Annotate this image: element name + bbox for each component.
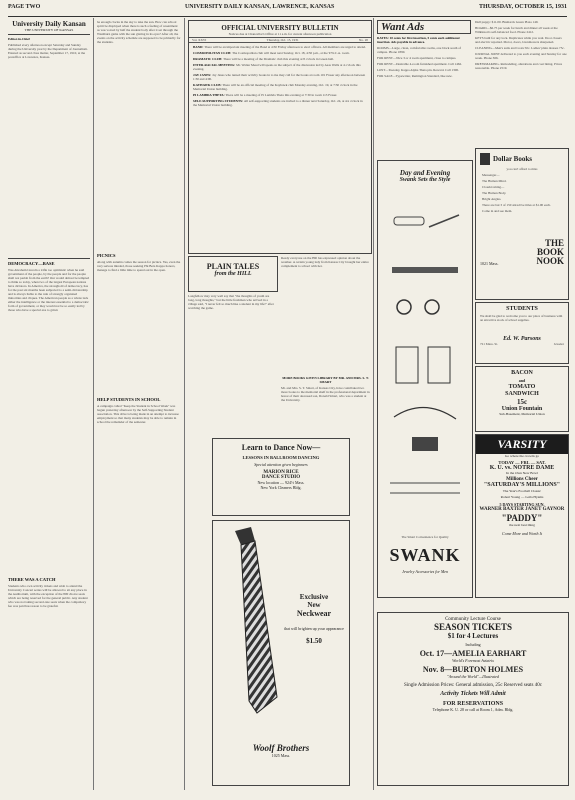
want-ads-right: Dull puppy: $11.00. Bismarck Green Plaza 149. BOARD—$6.75 per week for lunch and dinner all week at the Wilkinson's self-balanced food. Phone 2412. KEYS built for any lock. Duplicates while you wait. Door closers and electric repaired. Motor, doors, lawnmowers sharpened. CLEANING—Men's suits and Coats 50c. Ladies' plain dresses 75c. JOURNAL JOINT delivered to you each evening and Sunday for one week. Phone 366. DRESSMAKING. Remodeling, alterations and coat lining. Prices reasonable. Phone 2519. [475,20,567,70]
jewelry-illustration-icon [384,207,466,517]
editorial-catch: THERE WAS A CATCH Students who own activity tickets and wish to attend the University Concert series will be allowed to sit any place in the Auditorium, with the exception of the 800 choice seats which are being reserved for the general public. Any student who was not taking second-rate seats when the compulsory fee was paid has reason to be grateful. [8,578,88,608]
varsity-logo: VARSITY [476,435,568,454]
paper-name: UNIVERSITY DAILY KANSAN, LAWRENCE, KANSAS [184,4,335,10]
page-header [8,4,567,17]
varsity-theater-ad: VARSITY Go where the crowds go TODAY — FRI. — SAT. K. U. vs. NOTRE DAME In the Own New Bowl Millions Cheer "SATURDAY'S MILLIONS" The Year's Football Classic Robert Young — Leila Hyams 5 DAYS STARTING SUN. WARNER BAXTER JANET GAYNOR "PADDY" the next best thing Come More and Worth It [475,434,569,598]
column-divider [93,18,94,790]
neckwear-ad: Exclusive New Neckwear that will brighten up your appearance $1.50 Woolf Brothers 1025 Mass. [212,520,350,786]
column-divider [184,18,185,790]
want-ads-title: Want Ads [377,20,471,34]
want-ads-left: RATES: 10 cents for first insertion, 5 cents each additional insertion. Ads payable in advance. ROOMS—Large, clean, comfortable rooms, one block south of campus. Phone 1890. FOR RENT—Nice 3 or 4 room apartment, close to campus. FOR RENT—Desirable 4-room furnished apartment. Call 1462. LOST—Tuesday, Kappa Alpha Theta pin. Reward. Call 1300. FOR SALE—Typewriter, Remington Standard, like new. [377,36,462,78]
masthead-body: Editor-in-Chief Published every afternoon except Saturday and Sunday during the University year by the Department of Journalism. Entered as second class matter, September 17, 1910, at the postoffice at Lawrence, Kansas. [8,37,88,59]
students-ad: STUDENTS We shall be glad to welcome you to our place of business with an attractive stock of school supplies. Ed. W. Parsons 721 Mass. St. Jeweler [475,302,569,364]
official-bulletin: OFFICIAL UNIVERSITY BULLETIN Notices due at Chancellor's Office at 11 a.m. for current afternoon publication Vol. XXVI Thursday, Oct. 15, 1931 No. 20 BAND: There will be an important meeting of the Band at 4:30 Friday afternoon to elect officers. All members are urged to attend. COSMOPOLITAN CLUB: The Cosmopolitan club will meet next Sunday, Oct. 18, 4:30 p.m., at the Y.W.C.A. room. DRAMATIC CLUB: There will be a meeting of the Dramatic club this evening at 8 o'clock in Green hall. INTER-RACIAL MEETING: Mr. Walter Mead will speak on the subject of the discussion led by Asas Walls at 4 o'clock this evening. JAY JANES: Jay Janes who turned their activity books in to me may call for the books at room 101 Fraser any afternoon between 1:30 and 4:00. KAYHAWK CLUB: There will be an official meeting of the Kayhawk club Monday evening, Oct. 19, at 7:30 o'clock in the Memorial Union building. PI LAMBDA THETA: There will be a meeting of Pi Lambda Theta this evening at 7:30 in room 113 Fraser. SELF-SUPPORTING STUDENTS: All self-supporting students are invited to a dinner next Saturday, Oct. 24, at six o'clock in the Memorial Union building. [188,20,372,254]
plain-tales-head: PLAIN TALES from the HILL [188,256,278,292]
swank-ad: Day and Evening Swank Sets the Style The Smart Convenience for Quality SWANK Jewelry Accessories for Men [377,160,473,598]
column-divider [373,18,374,790]
plain-tales-body: Longfellow may very well say that "the thoughts of youth are long, long thoughts," but the little freshman who arrived in a village said, "I never felt so much like a student in my life!" after watching the game. [188,294,274,310]
book-nook-ad: Dollar Books you can't afford to miss Messenger— The Human Mind. Cloudcroming— The Human Body. Bright Angles. There are but 3 of 150 attractive titles at $1.00 each. Come in and see them. 1021 Mass. THE BOOK NOOK [475,148,569,300]
necktie-icon [221,527,281,717]
masthead-subtitle: THE UNIVERSITY OF KANSAS [24,28,74,32]
editorial-picnics: PICNICS Along with autumn comes the season for picnics. Yes, even the very serious minded, those seeking Phi Beta Kappa honors, manage to find a little time to spend out in the open. [97,254,181,272]
issue-date: THURSDAY, OCTOBER 15, 1931 [479,4,567,10]
more-books-article: MORE BOOKS GIVEN LIBRARY BY MR. AND MRS. S. T. SMART Mr. and Mrs. S. T. Smart, of Kansas City, have contributed two more books to the memorial shelf in the professional department in honor of their deceased son, Donald Smart, who was a student at the University. [281,376,370,402]
bulletin-title: OFFICIAL UNIVERSITY BULLETIN [221,24,339,32]
editorial-democracy: DEMOCRACY—BASE Was Abraham Lincoln a trifle too optimistic when he said government of the people, by the people and for the people shall not perish from the earth? Our would almost be tempted to think so today, when two of the largest European nations have dictators. In America, the stronghold of democracy, has for the past six months been subjected to a semi-dictatorship and is always liable to the rule of strongly organized minorities and cliques. The American people as a whole lack either the intelligence or the interest essential to a democratic form of government, or they would not be so easily led by those who have a special axe to grind. [8,262,90,312]
dance-studio-ad: Learn to Dance Now— LESSONS IN BALLROOM DANCING Special attention given beginners MARION RICE DANCE STUDIO New location — 924½ Mass. New York Cleaners Bldg. [212,438,350,516]
masthead-title: University Daily Kansan [12,20,86,28]
bulletin-items: BAND: There will be an important meeting of the Band at 4:30 Friday afternoon to elect officers. All members are urged to attend. COSMOPOLITAN CLUB: The Cosmopolitan club will meet next Sunday, Oct. 18, 4:30 p.m., at the Y.W.C.A. room. DRAMATIC CLUB: There will be a meeting of the Dramatic club this evening at 8 o'clock in Green hall. INTER-RACIAL MEETING: Mr. Walter Mead will speak on the subject of the discussion led by Asas Walls at 4 o'clock this evening. JAY JANES: Jay Janes who turned their activity books in to me may call for the books at room 101 Fraser any afternoon between 1:30 and 4:00. KAYHAWK CLUB: There will be an official meeting of the Kayhawk club Monday evening, Oct. 19, at 7:30 o'clock in the Memorial Union building. PI LAMBDA THETA: There will be a meeting of Pi Lambda Theta this evening at 7:30 in room 113 Fraser. SELF-SUPPORTING STUDENTS: All self-supporting students are invited to a dinner next Saturday, Oct. 24, at six o'clock in the Memorial Union building. [193,45,366,107]
want-ads [377,20,471,160]
page-number: PAGE TWO [8,4,41,10]
lecture-course-ad: Community Lecture Course SEASON TICKETS $1 for 4 Lectures Including Oct. 17—AMELIA EARHART World's Foremost Aviatrix Nov. 8—BURTON HOLMES "Around the World"—Illustrated Single Admission Prices: General admission, 25c Reserved seats 40c Activity Tickets Will Admit FOR RESERVATIONS Telephone K. U. 28 or call at Room 1, Adm. Bldg. [377,612,569,786]
masthead [8,20,90,120]
swank-logo: SWANK [389,545,461,565]
bacon-sandwich-ad: BACON and TOMATO SANDWICH 15c Union Fountain Sub-Basement, Memorial Union [475,366,569,432]
editorial-help-students: HELP STUDENTS IN SCHOOL A campaign called "Keep the Student in School Week" was begun yesterday afternoon by the Self-Supporting Student association. This drive is being made in an attempt to increase employment so that many students may be able to remain in school the remainder of the semester. [97,398,179,424]
book-icon [480,153,490,165]
editorial-col2-top: be enough clocks in the sky to take the sun. How can school spirit be displayed when there is such a feeling of resentment as was voiced by half the student body after it sat through the Washburn game with the sun glaring in its eyes? After all, the events on the activity schedule are supposed to be primarily for the students. [97,20,181,44]
plain-tales-continued: Ready everyone on the Hill has expressed opinion about the weather. A certain young lady from Kansas City brought her entire complement to school with her. [281,256,369,268]
